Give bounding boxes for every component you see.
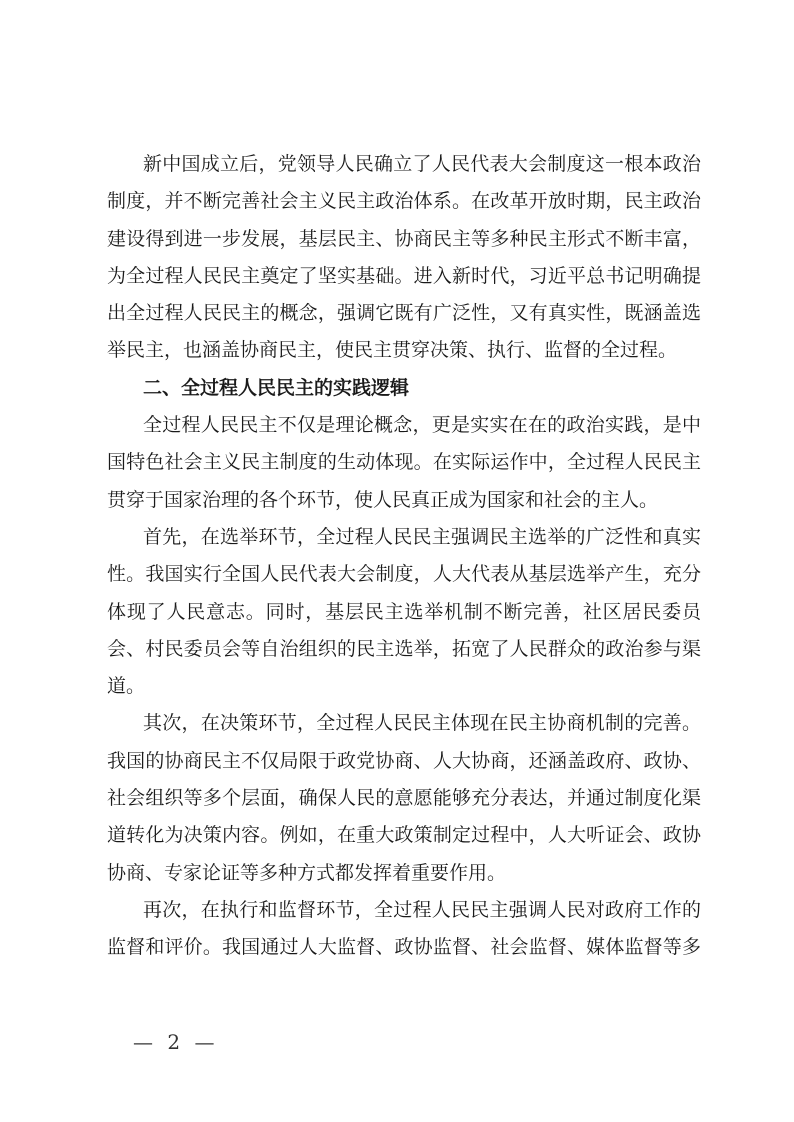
text-line: 建设得到进一步发展，基层民主、协商民主等多种民主形式不断丰富， [107,227,701,250]
paragraph [107,519,701,705]
text-line: 举民主，也涵盖协商民主，使民主贯穿决策、执行、监督的全过程。 [107,339,678,362]
paragraph [107,892,701,967]
paragraph [107,146,701,370]
text-line: 协商、专家论证等多种方式都发挥着重要作用。 [107,861,507,884]
text-line: 我国的协商民主不仅局限于政党协商、人大协商，还涵盖政府、政协、 [107,749,701,772]
text-line: 体现了人民意志。同时，基层民主选举机制不断完善，社区居民委员 [107,600,701,623]
document-body [107,146,701,967]
text-line: 再次，在执行和监督环节，全过程人民民主强调人民对政府工作的 [143,898,701,921]
text-line: 其次，在决策环节，全过程人民民主体现在民主协商机制的完善。 [143,712,701,735]
text-line: 新中国成立后，党领导人民确立了人民代表大会制度这一根本政治 [143,153,701,175]
paragraph [107,705,701,891]
text-line: 性。我国实行全国人民代表大会制度，人大代表从基层选举产生，充分 [107,563,701,586]
text-line: 国特色社会主义民主制度的生动体现。在实际运作中，全过程人民民主 [107,451,701,474]
text-line: 道。 [107,675,146,698]
text-line: 社会组织等多个层面，确保人民的意愿能够充分表达，并通过制度化渠 [107,787,701,810]
text-line: 贯穿于国家治理的各个环节，使人民真正成为国家和社会的主人。 [107,488,659,511]
text-line: 出全过程人民民主的概念，强调它既有广泛性，又有真实性，既涵盖选 [107,302,701,325]
text-line: 制度，并不断完善社会主义民主政治体系。在改革开放时期，民主政治 [107,190,701,213]
text-line: 首先，在选举环节，全过程人民民主强调民主选举的广泛性和真实 [143,525,701,548]
paragraph [107,407,701,519]
text-line: 全过程人民民主不仅是理论概念，更是实实在在的政治实践，是中 [143,414,701,437]
text-line: 监督和评价。我国通过人大监督、政协监督、社会监督、媒体监督等多 [107,936,701,959]
text-line: 会、村民委员会等自治组织的民主选举，拓宽了人民群众的政治参与渠 [107,637,701,660]
section-heading: 二、全过程人民民主的实践逻辑 [143,376,410,399]
page-number: — 2 — [133,1030,219,1054]
text-line: 道转化为决策内容。例如，在重大政策制定过程中，人大听证会、政协 [107,824,701,847]
text-line: 为全过程人民民主奠定了坚实基础。进入新时代，习近平总书记明确提 [107,264,701,287]
